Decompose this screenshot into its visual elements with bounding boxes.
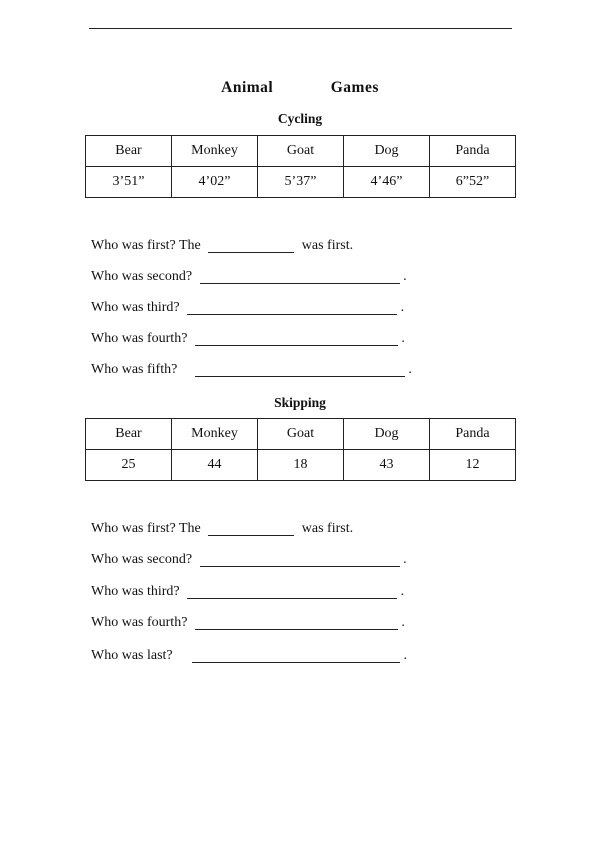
answer-blank[interactable]	[208, 521, 294, 536]
question-text: Who was fourth?	[91, 615, 188, 630]
answer-blank[interactable]	[192, 648, 400, 663]
skipping-header-cell: Monkey	[172, 419, 258, 450]
skipping-question-last	[91, 647, 407, 665]
cycling-header-cell: Monkey	[172, 136, 258, 167]
question-suffix: .	[408, 362, 412, 377]
cycling-value-cell: 4’46”	[344, 167, 430, 198]
cycling-question-first	[91, 237, 353, 255]
cycling-value-cell: 5’37”	[258, 167, 344, 198]
answer-blank[interactable]	[195, 331, 398, 346]
answer-blank[interactable]	[195, 615, 398, 630]
question-suffix: .	[403, 648, 408, 663]
question-text: Who was second?	[91, 552, 193, 567]
page-title: Animal Games	[221, 79, 379, 96]
cycling-question-third	[91, 299, 404, 317]
skipping-question-second	[91, 551, 407, 569]
skipping-header-cell: Bear	[86, 419, 172, 450]
cycling-header-cell: Goat	[258, 136, 344, 167]
question-text: Who was third?	[91, 584, 180, 599]
skipping-question-fourth	[91, 614, 405, 632]
skipping-heading: Skipping	[274, 395, 326, 410]
cycling-heading: Cycling	[277, 111, 323, 126]
skipping-question-first	[91, 520, 353, 538]
question-suffix: .	[401, 331, 405, 346]
header-rule	[89, 28, 512, 29]
question-suffix: .	[403, 552, 407, 567]
cycling-header-cell: Dog	[344, 136, 430, 167]
cycling-header-row	[86, 136, 516, 167]
skipping-value-cell: 44	[172, 450, 258, 481]
answer-blank[interactable]	[187, 584, 397, 599]
question-text: Who was last?	[91, 648, 173, 663]
answer-blank[interactable]	[200, 552, 400, 567]
skipping-question-third	[91, 583, 404, 601]
question-suffix: was first.	[301, 238, 354, 253]
cycling-question-fifth	[91, 361, 412, 379]
skipping-header-cell: Panda	[430, 419, 516, 450]
question-text: Who was first? The	[91, 521, 201, 536]
skipping-header-cell: Dog	[344, 419, 430, 450]
cycling-question-second	[91, 268, 407, 286]
cycling-value-row	[86, 167, 516, 198]
cycling-header-cell: Panda	[430, 136, 516, 167]
answer-blank[interactable]	[208, 238, 294, 253]
skipping-value-cell: 25	[86, 450, 172, 481]
question-suffix: .	[403, 269, 407, 284]
question-text: Who was third?	[91, 300, 180, 315]
question-text: Who was fourth?	[91, 331, 188, 346]
question-suffix: .	[400, 584, 405, 599]
skipping-header-row	[86, 419, 516, 450]
answer-blank[interactable]	[187, 300, 397, 315]
cycling-value-cell: 4’02”	[172, 167, 258, 198]
skipping-value-cell: 12	[430, 450, 516, 481]
question-suffix: .	[401, 615, 405, 630]
question-suffix: .	[400, 300, 405, 315]
cycling-value-cell: 6”52”	[430, 167, 516, 198]
skipping-header-cell: Goat	[258, 419, 344, 450]
cycling-header-cell: Bear	[86, 136, 172, 167]
answer-blank[interactable]	[200, 269, 400, 284]
skipping-value-cell: 18	[258, 450, 344, 481]
question-text: Who was fifth?	[91, 362, 178, 377]
cycling-table	[85, 135, 516, 198]
skipping-value-cell: 43	[344, 450, 430, 481]
cycling-value-cell: 3’51”	[86, 167, 172, 198]
question-text: Who was first? The	[91, 238, 201, 253]
skipping-value-row	[86, 450, 516, 481]
question-suffix: was first.	[301, 521, 354, 536]
skipping-table	[85, 418, 516, 481]
answer-blank[interactable]	[195, 362, 405, 377]
cycling-question-fourth	[91, 330, 405, 348]
question-text: Who was second?	[91, 269, 193, 284]
